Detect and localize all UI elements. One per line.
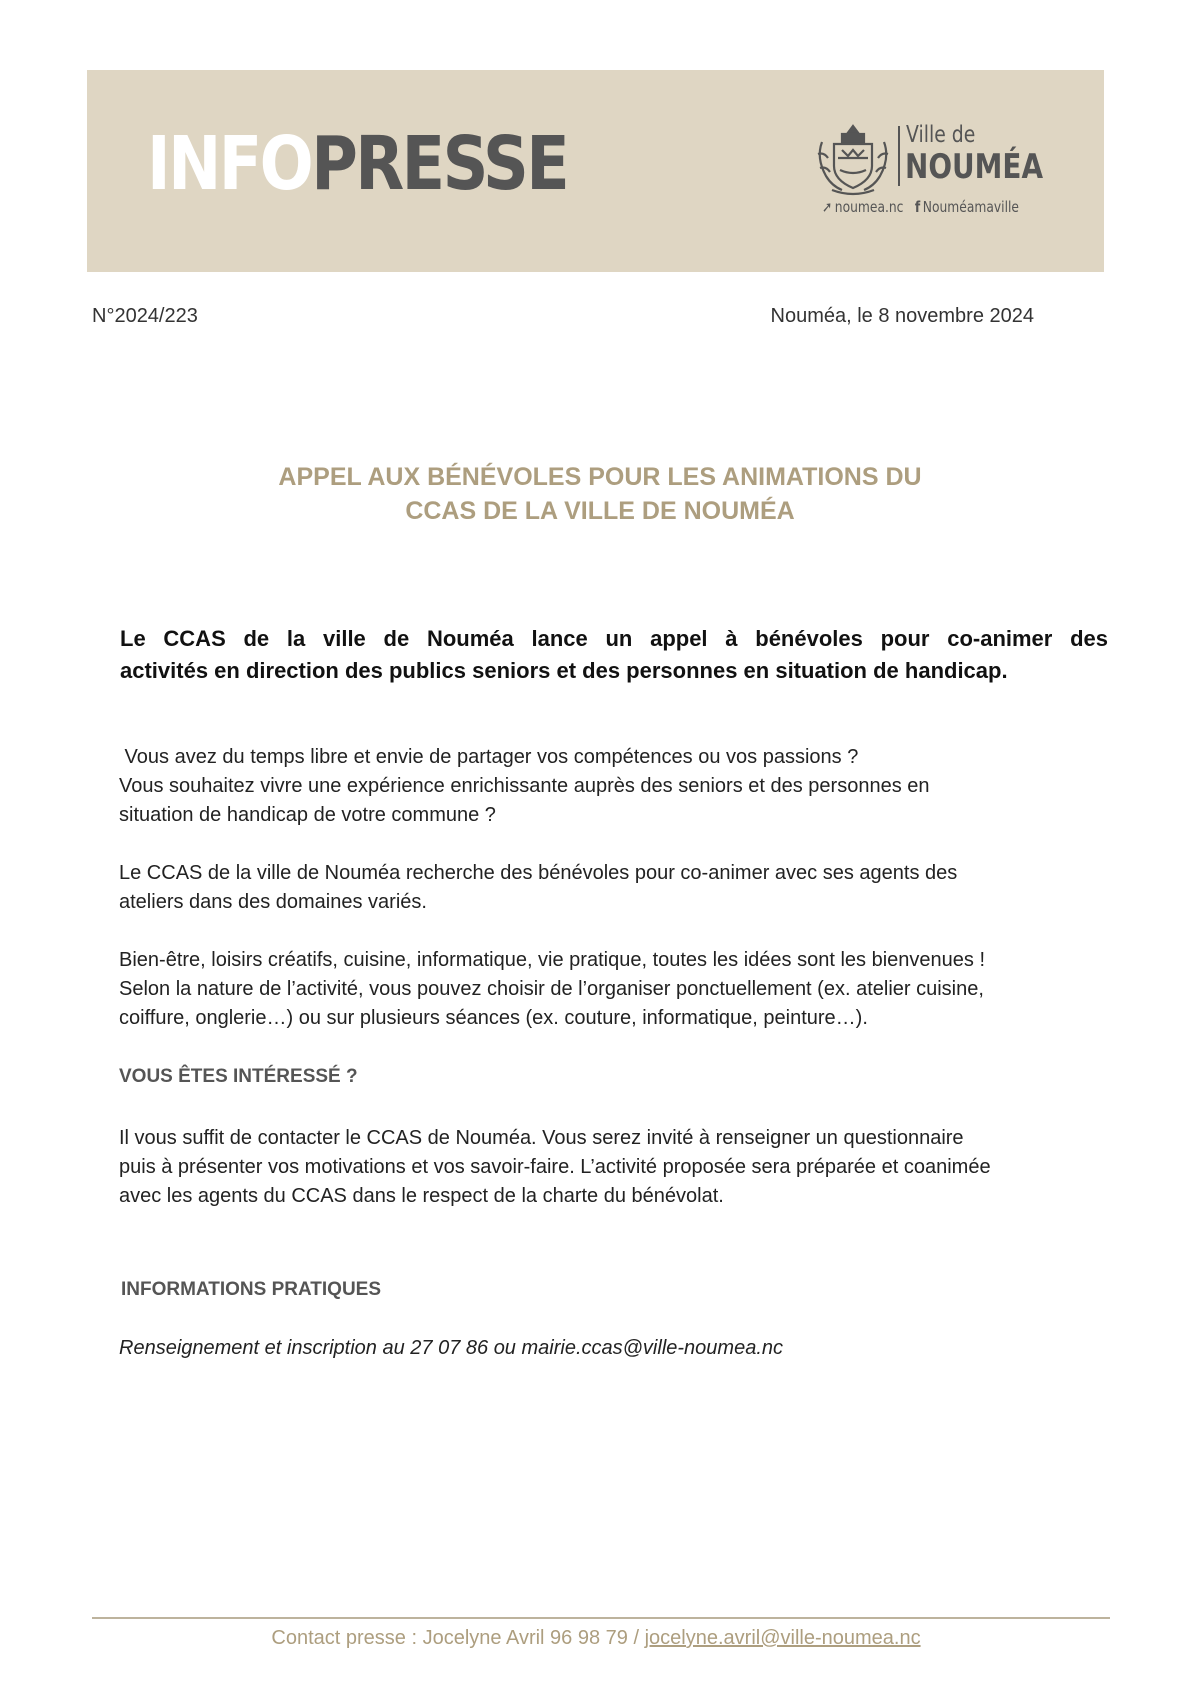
header-banner — [87, 70, 1104, 272]
paragraph-line: Vous avez du temps libre et envie de partager vos compétences ou vos passions ? — [119, 746, 859, 768]
paragraph-activities — [119, 946, 985, 1033]
paragraph-line: puis à présenter vos motivations et vos savoir-faire. L’activité proposée sera préparée et coanimée — [119, 1156, 991, 1178]
paragraph-line: Vous souhaitez vivre une expérience enrichissante auprès des seniors et des personnes en — [119, 775, 930, 797]
paragraph-line: coiffure, onglerie…) ou sur plusieurs séances (ex. couture, informatique, peinture…). — [119, 1007, 868, 1029]
logo-ville-de: Ville de — [906, 122, 976, 148]
paragraph-contact — [119, 1124, 991, 1211]
city-logo — [812, 120, 1042, 220]
section-practical-heading: INFORMATIONS PRATIQUES — [121, 1279, 382, 1300]
paragraph-line: Bien-être, loisirs créatifs, cuisine, informatique, vie pratique, toutes les idées sont les bienvenues ! — [119, 949, 985, 971]
arrow-icon: ➚ — [822, 198, 833, 216]
paragraph-line: Il vous suffit de contacter le CCAS de Nouméa. Vous serez invité à renseigner un questionnaire — [119, 1127, 964, 1149]
coat-of-arms-icon — [812, 120, 894, 198]
logo-links — [822, 198, 1019, 216]
lead-line: activités en direction des publics seniors et des personnes en situation de handicap. — [120, 658, 1008, 683]
facebook-icon: f — [914, 198, 921, 216]
section-interested-heading: VOUS ÊTES INTÉRESSÉ ? — [119, 1066, 358, 1087]
title-info: INFO — [147, 121, 312, 207]
paragraph-line: ateliers dans des domaines variés. — [119, 891, 427, 913]
registration-info: Renseignement et inscription au 27 07 86 ou mairie.ccas@ville-noumea.nc — [119, 1337, 783, 1359]
paragraph-search — [119, 859, 957, 917]
paragraph-intro — [119, 743, 930, 830]
lead-paragraph — [120, 623, 1108, 687]
paragraph-line: situation de handicap de votre commune ? — [119, 804, 496, 826]
title-presse: PRESSE — [311, 121, 568, 207]
logo-website: noumea.nc — [834, 198, 904, 216]
place-date: Nouméa, le 8 novembre 2024 — [770, 305, 1034, 327]
footer-divider — [92, 1617, 1110, 1619]
lead-line: Le CCAS de la ville de Nouméa lance un appel à bénévoles pour co-animer des — [120, 626, 1108, 651]
press-release-number: N°2024/223 — [92, 305, 198, 327]
paragraph-line: Selon la nature de l’activité, vous pouvez choisir de l’organiser ponctuellement (ex. atelier cuisine, — [119, 978, 984, 1000]
logo-facebook: Nouméamaville — [922, 198, 1019, 216]
info-presse-title — [147, 121, 568, 207]
press-contact-text: Contact presse : Jocelyne Avril 96 98 79 / — [271, 1627, 645, 1649]
press-contact — [0, 1627, 1192, 1650]
press-contact-email-link[interactable]: jocelyne.avril@ville-noumea.nc — [644, 1627, 921, 1649]
headline-line-2: CCAS DE LA VILLE DE NOUMÉA — [405, 497, 795, 525]
headline-line-1: APPEL AUX BÉNÉVOLES POUR LES ANIMATIONS DU — [278, 463, 922, 491]
paragraph-line: Le CCAS de la ville de Nouméa recherche des bénévoles pour co-animer avec ses agents des — [119, 862, 958, 884]
paragraph-line: avec les agents du CCAS dans le respect de la charte du bénévolat. — [119, 1185, 724, 1207]
logo-city-name: NOUMÉA — [905, 147, 1044, 187]
logo-separator — [898, 126, 900, 186]
